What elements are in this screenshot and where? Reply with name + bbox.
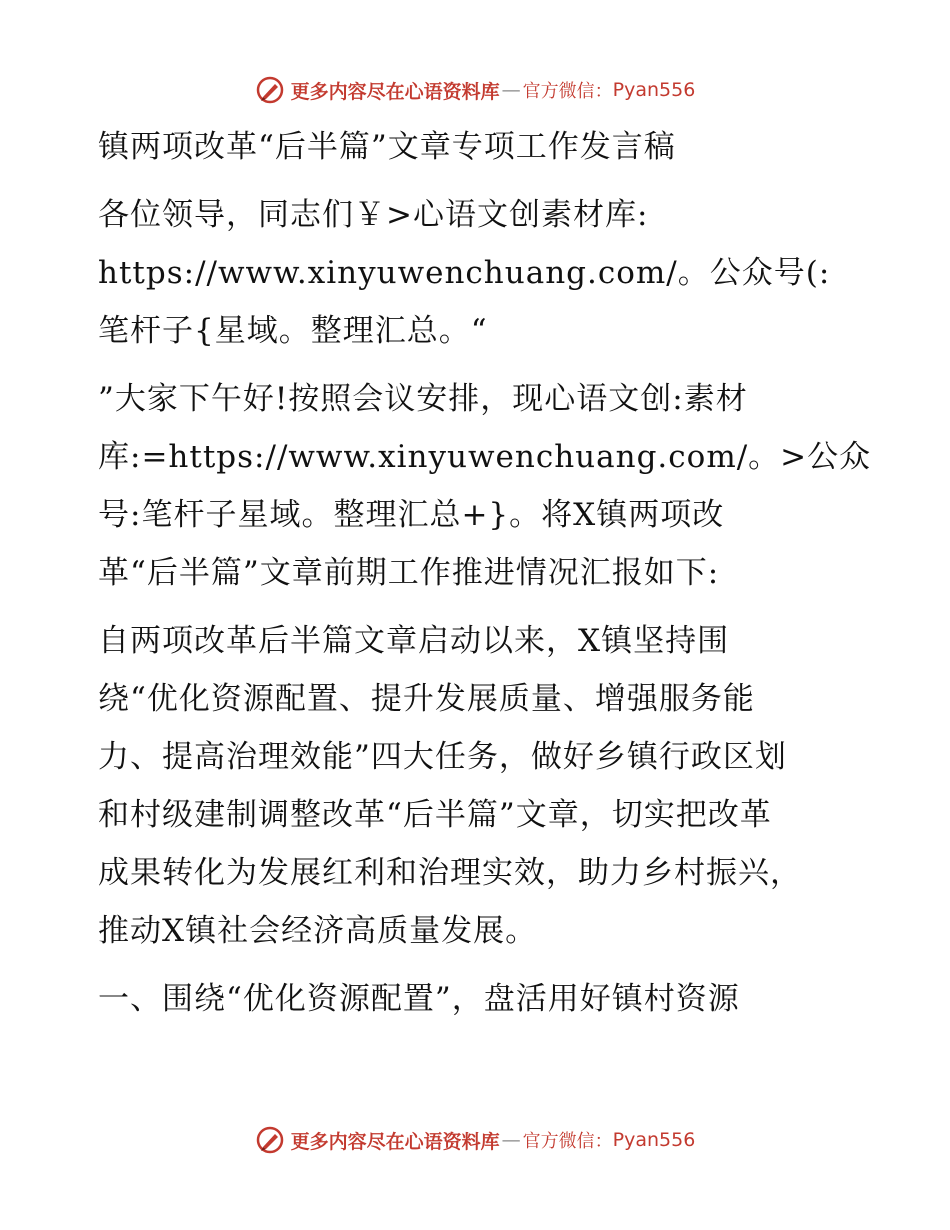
banner-text: 更多内容尽在心语资料库 (290, 80, 500, 103)
header-banner (0, 70, 950, 110)
pen-logo-icon (255, 1125, 285, 1155)
pen-logo-icon (255, 75, 285, 105)
para2-line3: 号:笔杆子星域。整理汇总+}。将X镇两项改 (98, 497, 725, 533)
banner-dash: — (501, 1129, 521, 1151)
banner-wechat-handle: Pyan556 (612, 1129, 696, 1151)
para2-line4: 革“后半篇”文章前期工作推进情况汇报如下: (98, 555, 720, 591)
document-title: 镇两项改革“后半篇”文章专项工作发言稿 (98, 129, 676, 165)
section-heading-1: 一、围绕“优化资源配置”，盘活用好镇村资源 (98, 981, 740, 1017)
para2-line1: ”大家下午好!按照会议安排，现心语文创:素材 (98, 381, 748, 417)
para3-line4: 和村级建制调整改革“后半篇”文章，切实把改革 (98, 797, 772, 833)
para3-line1: 自两项改革后半篇文章启动以来，X镇坚持围 (98, 623, 730, 659)
footer-banner (0, 1120, 950, 1160)
banner-wechat-handle: Pyan556 (612, 79, 696, 101)
banner-official-label: 官方微信： (522, 1131, 613, 1152)
para1-line2: https://www.xinyuwenchuang.com/。公众号(: (98, 255, 831, 291)
para3-line3: 力、提高治理效能”四大任务，做好乡镇行政区划 (98, 739, 787, 775)
banner-dash: — (501, 79, 521, 101)
para1-line1: 各位领导，同志们￥>心语文创素材库: (98, 197, 649, 233)
banner-official-label: 官方微信： (522, 81, 613, 102)
banner-text: 更多内容尽在心语资料库 (290, 1130, 500, 1153)
para2-line2: 库:=https://www.xinyuwenchuang.com/。>公众 (98, 439, 872, 475)
para3-line2: 绕“优化资源配置、提升发展质量、增强服务能 (98, 681, 755, 717)
para3-line6: 推动X镇社会经济高质量发展。 (98, 913, 538, 949)
para3-line5: 成果转化为发展红利和治理实效，助力乡村振兴， (98, 855, 802, 891)
para1-line3: 笔杆子{星域。整理汇总。“ (98, 313, 488, 349)
document-body (98, 118, 872, 1028)
